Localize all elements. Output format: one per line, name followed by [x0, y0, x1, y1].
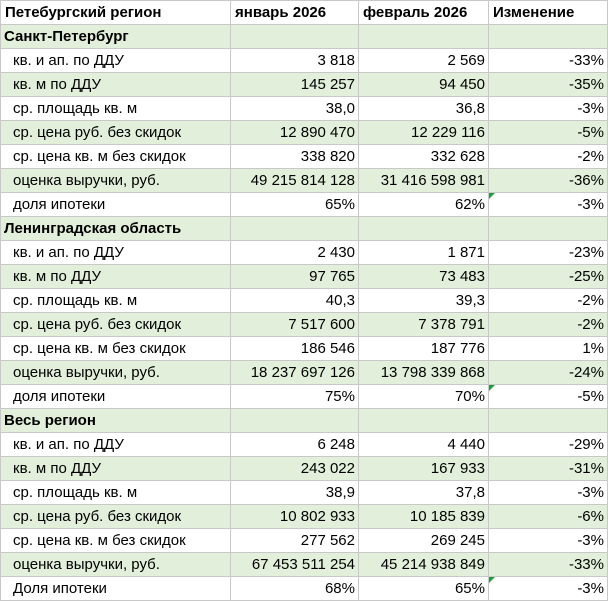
empty-cell[interactable]: [489, 217, 608, 241]
change-value-with-comment[interactable]: [489, 385, 608, 409]
january-value[interactable]: 145 257: [231, 73, 359, 97]
january-value[interactable]: 38,0: [231, 97, 359, 121]
section-row-lenoblast: [1, 217, 608, 241]
february-value[interactable]: 2 569: [359, 49, 489, 73]
table-row: [1, 97, 608, 121]
comment-marker-icon: [489, 385, 495, 391]
change-value-with-comment[interactable]: [489, 193, 608, 217]
change-value[interactable]: -5%: [489, 121, 608, 145]
row-label[interactable]: кв. м по ДДУ: [1, 457, 231, 481]
february-value[interactable]: 4 440: [359, 433, 489, 457]
row-label[interactable]: ср. цена кв. м без скидок: [1, 337, 231, 361]
empty-cell[interactable]: [231, 25, 359, 49]
january-value[interactable]: 186 546: [231, 337, 359, 361]
february-value[interactable]: 1 871: [359, 241, 489, 265]
change-value[interactable]: -2%: [489, 313, 608, 337]
row-label[interactable]: ср. площадь кв. м: [1, 97, 231, 121]
february-value[interactable]: 36,8: [359, 97, 489, 121]
february-value[interactable]: 73 483: [359, 265, 489, 289]
february-value[interactable]: 39,3: [359, 289, 489, 313]
february-value[interactable]: 10 185 839: [359, 505, 489, 529]
change-value[interactable]: -3%: [489, 529, 608, 553]
january-value[interactable]: 243 022: [231, 457, 359, 481]
row-label[interactable]: кв. и ап. по ДДУ: [1, 241, 231, 265]
row-label[interactable]: оценка выручки, руб.: [1, 553, 231, 577]
change-value[interactable]: 1%: [489, 337, 608, 361]
empty-cell[interactable]: [359, 409, 489, 433]
table-row: [1, 193, 608, 217]
section-title[interactable]: Ленинградская область: [1, 217, 231, 241]
table-row: [1, 385, 608, 409]
january-value[interactable]: 12 890 470: [231, 121, 359, 145]
table-row: [1, 481, 608, 505]
table-row: [1, 169, 608, 193]
header-change[interactable]: Изменение: [489, 1, 608, 25]
section-title[interactable]: Санкт-Петербург: [1, 25, 231, 49]
january-value[interactable]: 49 215 814 128: [231, 169, 359, 193]
row-label[interactable]: кв. и ап. по ДДУ: [1, 433, 231, 457]
table-row: [1, 289, 608, 313]
january-value[interactable]: 338 820: [231, 145, 359, 169]
change-value[interactable]: -25%: [489, 265, 608, 289]
table-row: [1, 529, 608, 553]
empty-cell[interactable]: [489, 25, 608, 49]
table-row: [1, 265, 608, 289]
january-value[interactable]: 38,9: [231, 481, 359, 505]
change-value[interactable]: -29%: [489, 433, 608, 457]
empty-cell[interactable]: [359, 217, 489, 241]
row-label[interactable]: ср. площадь кв. м: [1, 481, 231, 505]
header-region[interactable]: Петебургский регион: [1, 1, 231, 25]
february-value[interactable]: 70%: [359, 385, 489, 409]
table-row: [1, 241, 608, 265]
empty-cell[interactable]: [359, 25, 489, 49]
table-row: [1, 553, 608, 577]
section-title[interactable]: Весь регион: [1, 409, 231, 433]
february-value[interactable]: 332 628: [359, 145, 489, 169]
february-value[interactable]: 45 214 938 849: [359, 553, 489, 577]
february-value[interactable]: 94 450: [359, 73, 489, 97]
table-row: [1, 361, 608, 385]
january-value[interactable]: 6 248: [231, 433, 359, 457]
change-value: -3%: [577, 579, 604, 597]
row-label[interactable]: доля ипотеки: [1, 385, 231, 409]
row-label[interactable]: ср. цена руб. без скидок: [1, 505, 231, 529]
change-value[interactable]: -36%: [489, 169, 608, 193]
row-label[interactable]: доля ипотеки: [1, 193, 231, 217]
february-value[interactable]: 13 798 339 868: [359, 361, 489, 385]
january-value[interactable]: 65%: [231, 193, 359, 217]
january-value[interactable]: 2 430: [231, 241, 359, 265]
section-row-spb: [1, 25, 608, 49]
table-row: [1, 577, 608, 601]
january-value[interactable]: 277 562: [231, 529, 359, 553]
comment-marker-icon: [489, 577, 495, 583]
table-row: [1, 145, 608, 169]
change-value[interactable]: -23%: [489, 241, 608, 265]
january-value[interactable]: 97 765: [231, 265, 359, 289]
january-value[interactable]: 75%: [231, 385, 359, 409]
change-value[interactable]: -33%: [489, 49, 608, 73]
february-value[interactable]: 167 933: [359, 457, 489, 481]
february-value[interactable]: 7 378 791: [359, 313, 489, 337]
table-row: [1, 337, 608, 361]
header-row: [1, 1, 608, 25]
table-row: [1, 49, 608, 73]
change-value[interactable]: -31%: [489, 457, 608, 481]
table-row: [1, 457, 608, 481]
table-row: [1, 313, 608, 337]
row-label[interactable]: ср. цена руб. без скидок: [1, 121, 231, 145]
empty-cell[interactable]: [231, 409, 359, 433]
february-value[interactable]: 37,8: [359, 481, 489, 505]
february-value[interactable]: 269 245: [359, 529, 489, 553]
header-february[interactable]: февраль 2026: [359, 1, 489, 25]
comment-marker-icon: [489, 193, 495, 199]
change-value[interactable]: -24%: [489, 361, 608, 385]
row-label[interactable]: ср. цена руб. без скидок: [1, 313, 231, 337]
row-label[interactable]: Доля ипотеки: [1, 577, 231, 601]
january-value[interactable]: 10 802 933: [231, 505, 359, 529]
change-value: -5%: [577, 387, 604, 405]
row-label[interactable]: оценка выручки, руб.: [1, 169, 231, 193]
row-label[interactable]: ср. площадь кв. м: [1, 289, 231, 313]
empty-cell[interactable]: [489, 409, 608, 433]
january-value[interactable]: 68%: [231, 577, 359, 601]
change-value[interactable]: -35%: [489, 73, 608, 97]
january-value[interactable]: 18 237 697 126: [231, 361, 359, 385]
january-value[interactable]: 3 818: [231, 49, 359, 73]
table-row: [1, 121, 608, 145]
table-row: [1, 505, 608, 529]
february-value[interactable]: 65%: [359, 577, 489, 601]
row-label[interactable]: кв. м по ДДУ: [1, 265, 231, 289]
february-value[interactable]: 62%: [359, 193, 489, 217]
january-value[interactable]: 67 453 511 254: [231, 553, 359, 577]
table-row: [1, 73, 608, 97]
change-value[interactable]: -3%: [489, 97, 608, 121]
february-value[interactable]: 12 229 116: [359, 121, 489, 145]
header-january[interactable]: январь 2026: [231, 1, 359, 25]
february-value[interactable]: 31 416 598 981: [359, 169, 489, 193]
change-value[interactable]: -3%: [489, 481, 608, 505]
change-value: -3%: [577, 195, 604, 213]
change-value[interactable]: -33%: [489, 553, 608, 577]
change-value[interactable]: -2%: [489, 289, 608, 313]
january-value[interactable]: 7 517 600: [231, 313, 359, 337]
row-label[interactable]: кв. м по ДДУ: [1, 73, 231, 97]
section-row-whole-region: [1, 409, 608, 433]
row-label[interactable]: оценка выручки, руб.: [1, 361, 231, 385]
change-value[interactable]: -6%: [489, 505, 608, 529]
february-value[interactable]: 187 776: [359, 337, 489, 361]
row-label[interactable]: ср. цена кв. м без скидок: [1, 529, 231, 553]
change-value[interactable]: -2%: [489, 145, 608, 169]
change-value-with-comment[interactable]: [489, 577, 608, 601]
row-label[interactable]: кв. и ап. по ДДУ: [1, 49, 231, 73]
table-row: [1, 433, 608, 457]
january-value[interactable]: 40,3: [231, 289, 359, 313]
row-label[interactable]: ср. цена кв. м без скидок: [1, 145, 231, 169]
empty-cell[interactable]: [231, 217, 359, 241]
